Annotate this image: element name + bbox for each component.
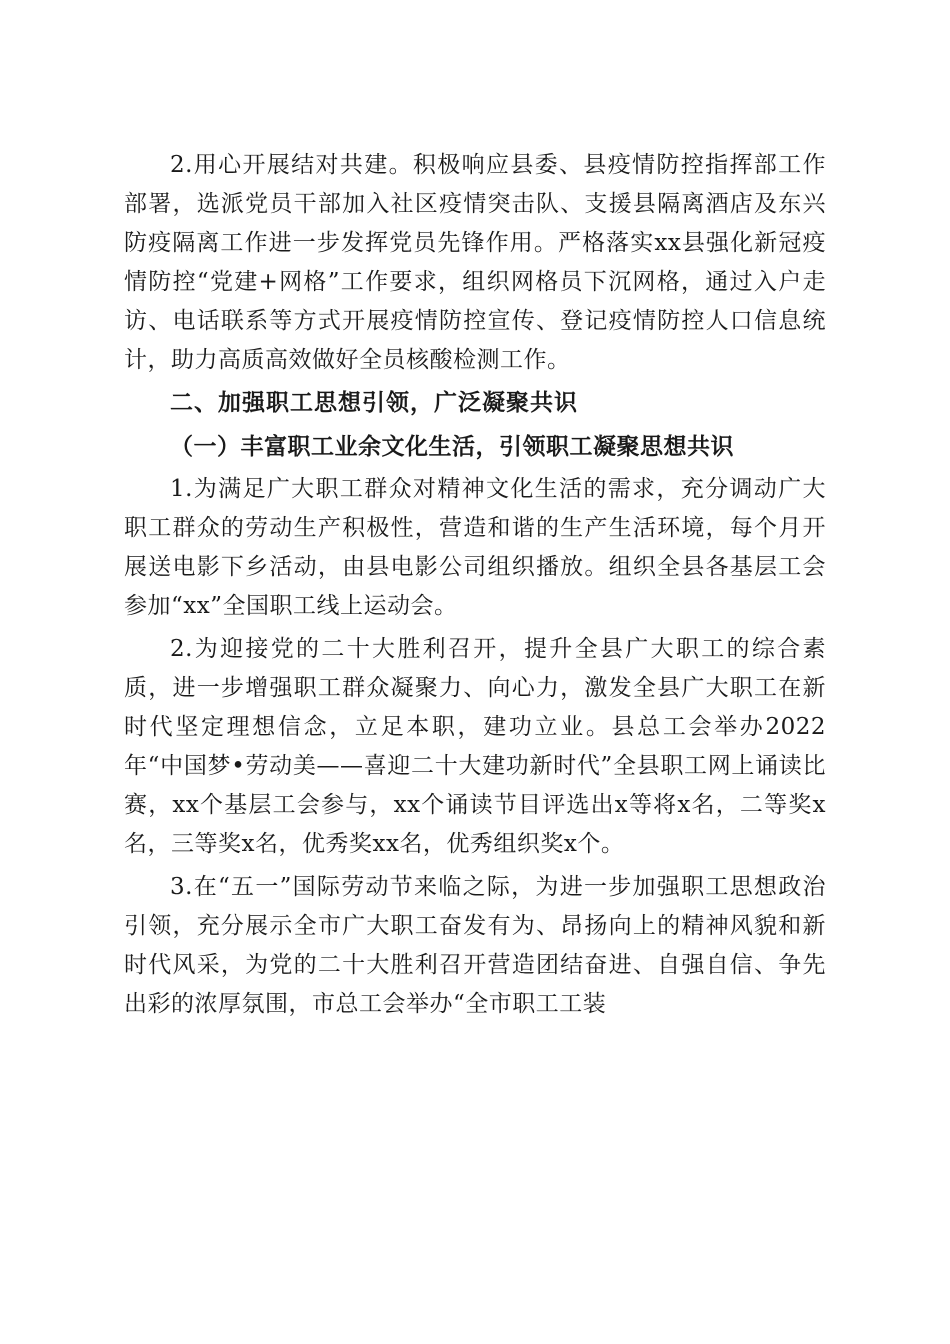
subsection-heading-1: （一）丰富职工业余文化生活，引领职工凝聚思想共识	[170, 433, 734, 460]
paragraph-item-1: 1.为满足广大职工群众对精神文化生活的需求，充分调动广大职工群众的劳动生产积极性，营造和谐的生产生活环境，每个月开展送电影下乡活动，由县电影公司组织播放。组织全县各基层工会参加“xx”全国职工线上运动会。	[124, 476, 826, 619]
paragraph-item-2: 2.为迎接党的二十大胜利召开，提升全县广大职工的综合素质，进一步增强职工群众凝聚力、向心力，激发全县广大职工在新时代坚定理想信念，立足本职，建功立业。县总工会举办2022年“中国梦•劳动美——喜迎二十大建功新时代”全县职工网上诵读比赛，xx个基层工会参与，xx个诵读节目评选出x等将x名，二等奖x名，三等奖x名，优秀奖xx名，优秀组织奖x个。	[124, 636, 826, 857]
document-body	[124, 146, 826, 1028]
section-heading-2: 二、加强职工思想引领，广泛凝聚共识	[170, 390, 578, 416]
paragraph-party-pairing: 2.用心开展结对共建。积极响应县委、县疫情防控指挥部工作部署，选派党员干部加入社区疫情突击队、支援县隔离酒店及东兴防疫隔离工作进一步发挥党员先锋作用。严格落实xx县强化新冠疫情防控“党建+网格”工作要求，组织网格员下沉网格，通过入户走访、电话联系等方式开展疫情防控宣传、登记疫情防控人口信息统计，助力高质高效做好全员核酸检测工作。	[124, 152, 826, 373]
paragraph-item-3: 3.在“五一”国际劳动节来临之际，为进一步加强职工思想政治引领，充分展示全市广大职工奋发有为、昂扬向上的精神风貌和新时代风采，为党的二十大胜利召开营造团结奋进、自强自信、争先出彩的浓厚氛围，市总工会举办“全市职工工装	[124, 874, 826, 1017]
